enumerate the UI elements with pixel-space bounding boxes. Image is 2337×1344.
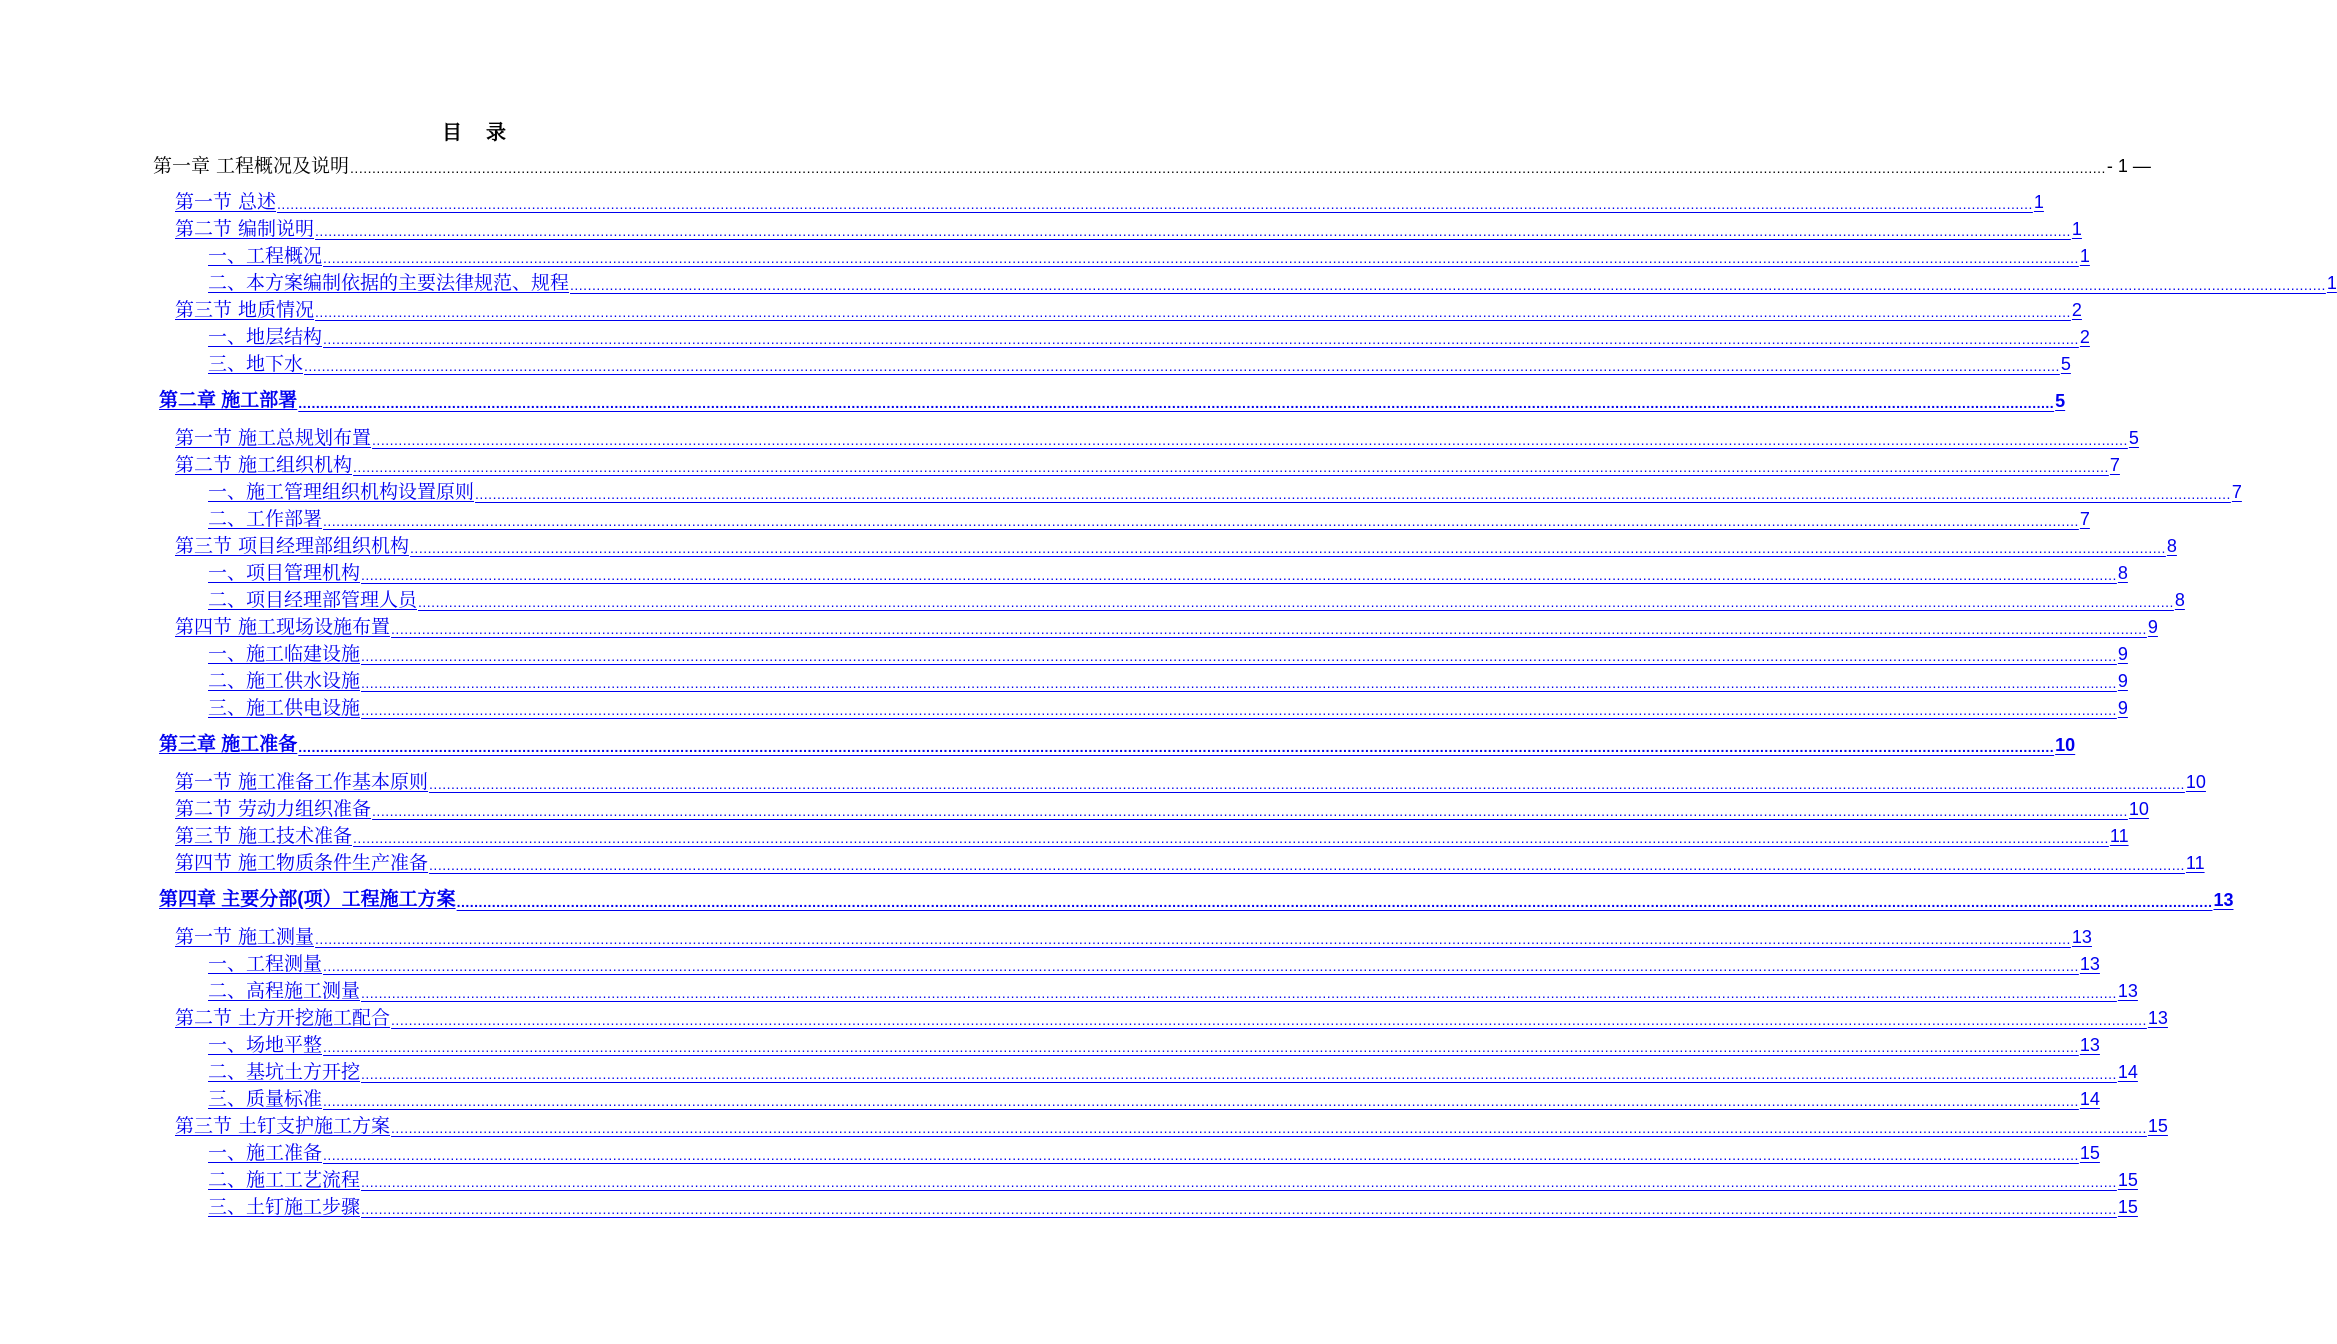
toc-entry-subsection-link[interactable] (208, 587, 2185, 611)
toc-page-number: 13 (2213, 890, 2234, 910)
toc-entry-section-link[interactable] (175, 614, 2158, 638)
toc-leader-dots: ................................................................................................................................................................................................................................................................................................................................................................................................................ (361, 1201, 2117, 1217)
toc-entry-section-link[interactable] (175, 533, 2177, 557)
toc-page-number: 1 (2326, 273, 2337, 293)
toc-leader-dots: ................................................................................................................................................................................................................................................................................................................................................................................................................ (350, 160, 2106, 176)
toc-entry-text: 三、施工供电设施 (208, 697, 361, 719)
toc-leader-dots: ................................................................................................................................................................................................................................................................................................................................................................................................................ (323, 958, 2079, 974)
toc-entry-text: 第三节 土钉支护施工方案 (175, 1115, 391, 1137)
toc-leader-dots: ................................................................................................................................................................................................................................................................................................................................................................................................................ (353, 830, 2109, 846)
toc-leader-dots: ................................................................................................................................................................................................................................................................................................................................................................................................................ (391, 621, 2147, 637)
toc-entry-text: 二、项目经理部管理人员 (208, 589, 418, 611)
toc-page-number: 13 (2147, 1008, 2168, 1028)
toc-page-number: 2 (2079, 327, 2090, 347)
toc-page-number: 1 (2033, 192, 2044, 212)
toc-entry-text: 第二节 施工组织机构 (175, 454, 353, 476)
toc-entry-text: 第二节 编制说明 (175, 218, 315, 240)
toc-leader-dots: ................................................................................................................................................................................................................................................................................................................................................................................................................ (298, 395, 2055, 411)
toc-entry-section-link[interactable] (175, 425, 2139, 449)
toc-leader-dots: ................................................................................................................................................................................................................................................................................................................................................................................................................ (315, 931, 2071, 947)
toc-page-number: 11 (2185, 853, 2205, 873)
toc-entry-text: 二、本方案编制依据的主要法律规范、规程 (208, 272, 570, 294)
toc-page-number: 15 (2117, 1170, 2138, 1190)
toc-entry-text: 一、工程概况 (208, 245, 323, 267)
toc-entry-text: 第四章 主要分部(项）工程施工方案 (159, 889, 456, 910)
toc-entry-text: 一、地层结构 (208, 326, 323, 348)
toc-page-number: 9 (2117, 698, 2128, 718)
toc-leader-dots: ................................................................................................................................................................................................................................................................................................................................................................................................................ (323, 250, 2079, 266)
toc-page-number: 10 (2185, 772, 2206, 792)
toc-entry-text: 第三节 地质情况 (175, 299, 315, 321)
toc-entry-subsection-link[interactable] (208, 978, 2138, 1002)
toc-entry-section-link[interactable] (175, 823, 2129, 847)
toc-entry-text: 第四节 施工现场设施布置 (175, 616, 391, 638)
toc-entry-text: 二、施工工艺流程 (208, 1169, 361, 1191)
toc-leader-dots: ................................................................................................................................................................................................................................................................................................................................................................................................................ (410, 540, 2166, 556)
toc-page-number: 10 (2128, 799, 2149, 819)
toc-entry-subsection-link[interactable] (208, 243, 2090, 267)
toc-entry-subsection-link[interactable] (208, 1140, 2100, 1164)
toc-entry-text: 二、高程施工测量 (208, 980, 361, 1002)
toc-leader-dots: ................................................................................................................................................................................................................................................................................................................................................................................................................ (361, 567, 2117, 583)
toc-entry-section-link[interactable] (175, 189, 2044, 213)
toc-page-number: 9 (2117, 671, 2128, 691)
toc-page-number: 7 (2079, 509, 2090, 529)
toc-page-number: 14 (2079, 1089, 2100, 1109)
toc-leader-dots: ................................................................................................................................................................................................................................................................................................................................................................................................................ (323, 1093, 2079, 1109)
toc-page-number: 13 (2079, 954, 2100, 974)
toc-leader-dots: ................................................................................................................................................................................................................................................................................................................................................................................................................ (353, 459, 2109, 475)
toc-entry-text: 一、施工管理组织机构设置原则 (208, 481, 475, 503)
toc-leader-dots: ................................................................................................................................................................................................................................................................................................................................................................................................................ (323, 1147, 2079, 1163)
toc-entry-text: 一、工程测量 (208, 953, 323, 975)
toc-entry-text: 二、施工供水设施 (208, 670, 361, 692)
toc-entry-text: 第一节 施工准备工作基本原则 (175, 771, 429, 793)
toc-page-number: 7 (2109, 455, 2120, 475)
toc-entry-subsection-link[interactable] (208, 479, 2242, 503)
toc-leader-dots: ................................................................................................................................................................................................................................................................................................................................................................................................................ (361, 702, 2117, 718)
toc-page-number: 5 (2055, 391, 2066, 411)
toc-leader-dots: ................................................................................................................................................................................................................................................................................................................................................................................................................ (475, 486, 2231, 502)
toc-leader-dots: ................................................................................................................................................................................................................................................................................................................................................................................................................ (429, 857, 2185, 873)
toc-entry-text: 三、土钉施工步骤 (208, 1196, 361, 1218)
toc-entry-chapter-link[interactable] (159, 887, 2234, 911)
toc-page-number: - 1 — (2106, 156, 2151, 176)
toc-entry-subsection-link[interactable] (208, 641, 2128, 665)
toc-page-number: 8 (2117, 563, 2128, 583)
toc-entry-chapter-link[interactable] (159, 388, 2066, 412)
toc-entry-text: 第一节 施工总规划布置 (175, 427, 372, 449)
toc-entry-text: 一、场地平整 (208, 1034, 323, 1056)
toc-entry-subsection-link[interactable] (208, 324, 2090, 348)
toc-page-number: 5 (2060, 354, 2071, 374)
toc-leader-dots: ................................................................................................................................................................................................................................................................................................................................................................................................................ (315, 223, 2071, 239)
toc-page-number: 8 (2166, 536, 2177, 556)
toc-page-number: 5 (2128, 428, 2139, 448)
toc-leader-dots: ................................................................................................................................................................................................................................................................................................................................................................................................................ (298, 739, 2055, 755)
toc-leader-dots: ................................................................................................................................................................................................................................................................................................................................................................................................................ (570, 277, 2326, 293)
toc-entry-subsection-link[interactable] (208, 506, 2090, 530)
toc-page-number: 15 (2117, 1197, 2138, 1217)
toc-page-number: 11 (2109, 826, 2129, 846)
toc-entry-chapter-link[interactable] (159, 732, 2076, 756)
toc-page-number: 7 (2231, 482, 2242, 502)
toc-leader-dots: ................................................................................................................................................................................................................................................................................................................................................................................................................ (277, 196, 2033, 212)
toc-page-number: 9 (2117, 644, 2128, 664)
toc-entry-text: 一、施工准备 (208, 1142, 323, 1164)
toc-leader-dots: ................................................................................................................................................................................................................................................................................................................................................................................................................ (429, 776, 2185, 792)
toc-entry-subsection-link[interactable] (208, 270, 2337, 294)
toc-entry-subsection-link[interactable] (208, 1194, 2138, 1218)
toc-leader-dots: ................................................................................................................................................................................................................................................................................................................................................................................................................ (323, 1039, 2079, 1055)
toc-page-number: 8 (2174, 590, 2185, 610)
toc-entry-section-link[interactable] (175, 1113, 2168, 1137)
toc-entry-subsection-link[interactable] (208, 1032, 2100, 1056)
toc-entry-section-link[interactable] (175, 452, 2120, 476)
toc-entry-subsection-link[interactable] (208, 695, 2128, 719)
toc-entry-section-link[interactable] (175, 924, 2092, 948)
toc-page-number: 15 (2147, 1116, 2168, 1136)
toc-entry-subsection-link[interactable] (208, 1086, 2100, 1110)
toc-leader-dots: ................................................................................................................................................................................................................................................................................................................................................................................................................ (418, 594, 2174, 610)
toc-entry-section-link[interactable] (175, 850, 2205, 874)
toc-entry-text: 一、项目管理机构 (208, 562, 361, 584)
toc-leader-dots: ................................................................................................................................................................................................................................................................................................................................................................................................................ (304, 358, 2060, 374)
toc-entry-text: 第一节 总述 (175, 191, 277, 213)
toc-title: 目 录 (442, 120, 508, 144)
toc-page-number: 15 (2079, 1143, 2100, 1163)
toc-page-number: 9 (2147, 617, 2158, 637)
toc-entry-text: 第二章 施工部署 (159, 390, 298, 411)
toc-entry-text: 二、基坑土方开挖 (208, 1061, 361, 1083)
toc-page-number: 14 (2117, 1062, 2138, 1082)
toc-leader-dots: ................................................................................................................................................................................................................................................................................................................................................................................................................ (323, 513, 2079, 529)
toc-entry-section-link[interactable] (175, 216, 2082, 240)
toc-entry-section-link[interactable] (175, 769, 2206, 793)
toc-entry-subsection-link[interactable] (208, 351, 2071, 375)
toc-leader-dots: ................................................................................................................................................................................................................................................................................................................................................................................................................ (315, 304, 2071, 320)
toc-leader-dots: ................................................................................................................................................................................................................................................................................................................................................................................................................ (361, 1066, 2117, 1082)
toc-entry-text: 二、工作部署 (208, 508, 323, 530)
toc-entry-subsection-link[interactable] (208, 560, 2128, 584)
toc-entry-subsection-link[interactable] (208, 1059, 2138, 1083)
toc-page-number: 13 (2071, 927, 2092, 947)
toc-leader-dots: ................................................................................................................................................................................................................................................................................................................................................................................................................ (372, 432, 2128, 448)
toc-leader-dots: ................................................................................................................................................................................................................................................................................................................................................................................................................ (391, 1120, 2147, 1136)
toc-leader-dots: ................................................................................................................................................................................................................................................................................................................................................................................................................ (361, 985, 2117, 1001)
toc-entry-section-link[interactable] (175, 796, 2149, 820)
toc-page-number: 1 (2079, 246, 2090, 266)
toc-entry-subsection-link[interactable] (208, 668, 2128, 692)
toc-entry-text: 第三节 项目经理部组织机构 (175, 535, 410, 557)
toc-leader-dots: ................................................................................................................................................................................................................................................................................................................................................................................................................ (323, 331, 2079, 347)
toc-entry-text: 三、质量标准 (208, 1088, 323, 1110)
toc-entry-text: 第三章 施工准备 (159, 734, 298, 755)
toc-leader-dots: ................................................................................................................................................................................................................................................................................................................................................................................................................ (361, 648, 2117, 664)
toc-page-number: 13 (2117, 981, 2138, 1001)
toc-page-number: 13 (2079, 1035, 2100, 1055)
toc-entry-subsection-link[interactable] (208, 951, 2100, 975)
toc-leader-dots: ................................................................................................................................................................................................................................................................................................................................................................................................................ (372, 803, 2128, 819)
toc-entry-chapter (153, 153, 2151, 177)
toc-entry-text: 三、地下水 (208, 353, 304, 375)
toc-entry-text: 第四节 施工物质条件生产准备 (175, 852, 429, 874)
toc-page-number: 1 (2071, 219, 2082, 239)
toc-entry-section-link[interactable] (175, 297, 2082, 321)
toc-entry-text: 第二节 土方开挖施工配合 (175, 1007, 391, 1029)
toc-leader-dots: ................................................................................................................................................................................................................................................................................................................................................................................................................ (361, 1174, 2117, 1190)
toc-entry-text: 第一章 工程概况及说明 (153, 155, 350, 177)
toc-entry-section-link[interactable] (175, 1005, 2168, 1029)
toc-entry-text: 第二节 劳动力组织准备 (175, 798, 372, 820)
toc-leader-dots: ................................................................................................................................................................................................................................................................................................................................................................................................................ (361, 675, 2117, 691)
toc-entry-text: 第一节 施工测量 (175, 926, 315, 948)
toc-leader-dots: ................................................................................................................................................................................................................................................................................................................................................................................................................ (391, 1012, 2147, 1028)
toc-entry-text: 一、施工临建设施 (208, 643, 361, 665)
toc-page-number: 2 (2071, 300, 2082, 320)
toc-leader-dots: ................................................................................................................................................................................................................................................................................................................................................................................................................ (456, 894, 2213, 910)
toc-entry-subsection-link[interactable] (208, 1167, 2138, 1191)
toc-entry-text: 第三节 施工技术准备 (175, 825, 353, 847)
toc-page-number: 10 (2055, 735, 2076, 755)
